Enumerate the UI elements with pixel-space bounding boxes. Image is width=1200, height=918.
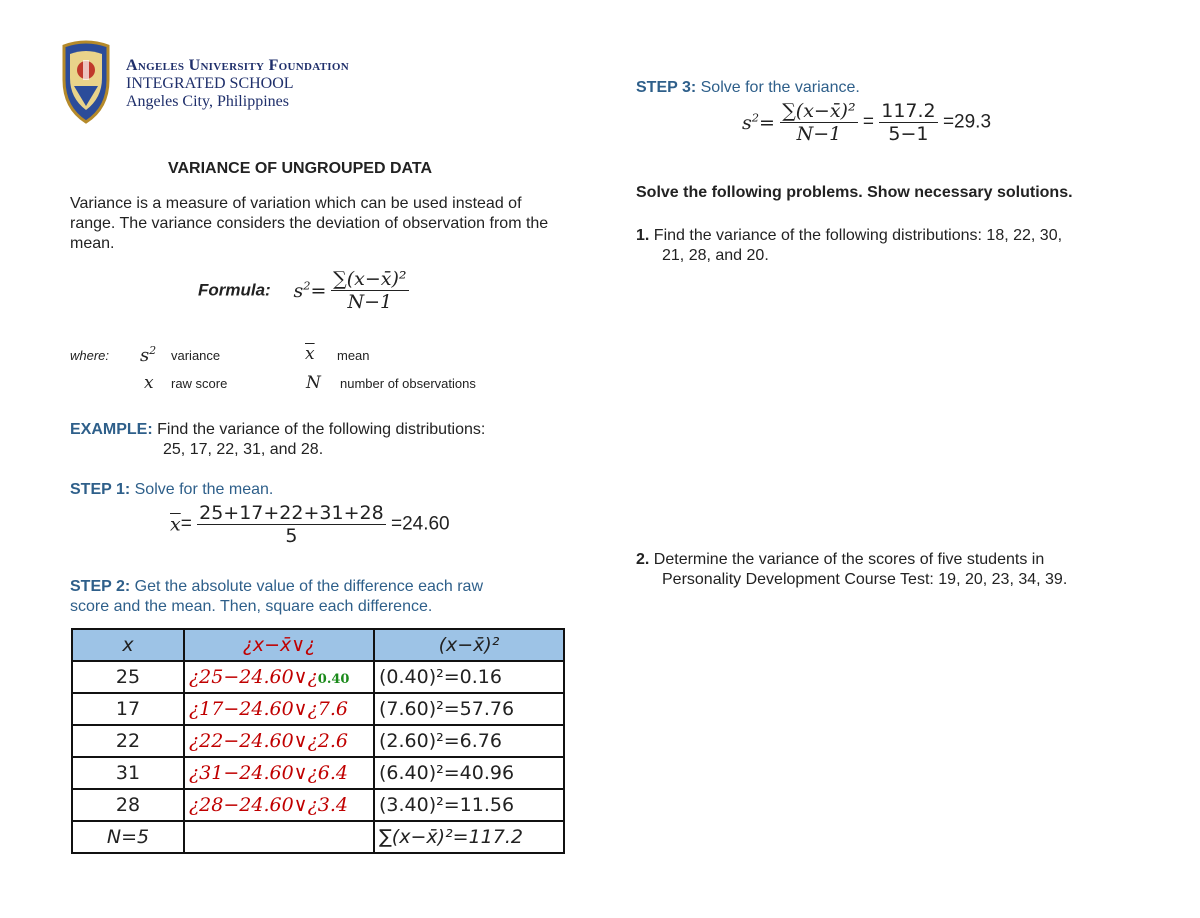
page-title: VARIANCE OF UNGROUPED DATA bbox=[168, 160, 432, 177]
row-x: 31 bbox=[72, 757, 184, 789]
formula: Formula: $s^2=$ $\frac{\text{∑(x−x̄)²}}{N-1}$ bbox=[198, 268, 407, 313]
table-footer-row bbox=[72, 821, 564, 853]
example-text-line1: Find the variance of the following distributions: bbox=[157, 421, 486, 438]
example-label: EXAMPLE: bbox=[70, 421, 153, 438]
example-block bbox=[70, 420, 485, 460]
xbar-description: mean bbox=[337, 348, 370, 363]
variance-equation: $s^2=$ $\frac{\text{∑(x−x̄)²}}{N-1}$ = $\frac{117.2}{5-1}$ =29.3 bbox=[742, 100, 992, 145]
step3-den2: 5−1 bbox=[888, 123, 929, 145]
step2-heading bbox=[70, 577, 483, 617]
x-description: raw score bbox=[171, 376, 228, 391]
mean-result: =24.60 bbox=[390, 513, 450, 535]
s2-symbol: $s^2$ bbox=[140, 344, 157, 366]
table-row bbox=[72, 789, 564, 821]
step3-label: STEP 3: bbox=[636, 79, 697, 96]
problems-heading: Solve the following problems. Show necessary solutions. bbox=[636, 184, 1073, 201]
mean-numerator: 25+17+22+31+28 bbox=[199, 502, 384, 524]
s2-description: variance bbox=[171, 348, 221, 363]
row-x: 25 bbox=[72, 661, 184, 693]
where-label: where: bbox=[70, 348, 110, 363]
row-diff: ¿17−24.60∨¿7.6 bbox=[184, 693, 374, 725]
formula-lhs: s bbox=[293, 280, 304, 303]
header-squared: (x−x̄)² bbox=[374, 629, 564, 661]
row-diff: ¿25−24.60∨¿0.40 bbox=[184, 661, 374, 693]
footer-n: N=5 bbox=[72, 821, 184, 853]
table-header-row bbox=[72, 629, 564, 661]
problem-1-number: 1. bbox=[636, 227, 650, 244]
footer-empty bbox=[184, 821, 374, 853]
university-name: Angeles University Foundation bbox=[126, 57, 349, 74]
n-symbol: N bbox=[306, 373, 321, 393]
row-square: (2.60)²=6.76 bbox=[374, 725, 564, 757]
table-row bbox=[72, 725, 564, 757]
step2-text-line1: Get the absolute value of the difference each raw bbox=[134, 578, 483, 595]
row-diff: ¿31−24.60∨¿6.4 bbox=[184, 757, 374, 789]
school-name: INTEGRATED SCHOOL bbox=[126, 75, 294, 92]
row-x: 22 bbox=[72, 725, 184, 757]
header-x: x bbox=[72, 629, 184, 661]
problem-1 bbox=[636, 226, 1156, 266]
step1-label: STEP 1: bbox=[70, 481, 131, 498]
step3-heading bbox=[636, 79, 860, 97]
step2-label: STEP 2: bbox=[70, 578, 131, 595]
table-row bbox=[72, 757, 564, 789]
row-x: 28 bbox=[72, 789, 184, 821]
xbar-symbol: $\overline{x}$ bbox=[305, 344, 315, 364]
row-square: (7.60)²=57.76 bbox=[374, 693, 564, 725]
n-description: number of observations bbox=[340, 376, 476, 391]
step2-text-line2: score and the mean. Then, square each difference. bbox=[70, 598, 433, 615]
step3-num2: 117.2 bbox=[881, 100, 936, 122]
step3-text: Solve for the variance. bbox=[700, 79, 860, 96]
step3-denominator: N−1 bbox=[796, 123, 842, 145]
problem-2 bbox=[636, 550, 1156, 590]
row-diff: ¿22−24.60∨¿2.6 bbox=[184, 725, 374, 757]
mean-equation: $\overline{x}=$ $\frac{25+17+22+31+28}{5}$ =24.60 bbox=[170, 502, 450, 547]
problem-1-line2: 21, 28, and 20. bbox=[662, 247, 769, 264]
school-location: Angeles City, Philippines bbox=[126, 93, 289, 110]
row-square: (0.40)²=0.16 bbox=[374, 661, 564, 693]
row-diff: ¿28−24.60∨¿3.4 bbox=[184, 789, 374, 821]
problem-2-line1: Determine the variance of the scores of five students in bbox=[653, 551, 1045, 568]
step1-text: Solve for the mean. bbox=[134, 481, 274, 498]
variance-table bbox=[71, 628, 565, 854]
row-x: 17 bbox=[72, 693, 184, 725]
header-abs-diff: ¿x−x̄∨¿ bbox=[184, 629, 374, 661]
row-square: (6.40)²=40.96 bbox=[374, 757, 564, 789]
x-symbol: x bbox=[144, 373, 154, 393]
table-row bbox=[72, 693, 564, 725]
footer-sum: ∑(x−x̄)²=117.2 bbox=[374, 821, 564, 853]
mean-denominator: 5 bbox=[285, 525, 298, 547]
formula-denominator: N−1 bbox=[347, 291, 393, 313]
university-seal-logo bbox=[58, 40, 114, 124]
formula-numerator: ∑(x−x̄)² bbox=[333, 268, 407, 290]
step1-heading bbox=[70, 481, 273, 499]
table-row bbox=[72, 661, 564, 693]
intro-paragraph: Variance is a measure of variation which can be used instead of range. The variance considers the deviation of observation from the mean. bbox=[70, 195, 549, 252]
example-text-line2: 25, 17, 22, 31, and 28. bbox=[163, 441, 324, 458]
step3-numerator: ∑(x−x̄)² bbox=[782, 100, 856, 122]
problem-1-line1: Find the variance of the following distributions: 18, 22, 30, bbox=[653, 227, 1063, 244]
step3-result: =29.3 bbox=[942, 111, 992, 133]
problem-2-number: 2. bbox=[636, 551, 650, 568]
row-square: (3.40)²=11.56 bbox=[374, 789, 564, 821]
formula-label: Formula: bbox=[198, 280, 271, 300]
problem-2-line2: Personality Development Course Test: 19, 20, 23, 34, 39. bbox=[662, 571, 1068, 588]
